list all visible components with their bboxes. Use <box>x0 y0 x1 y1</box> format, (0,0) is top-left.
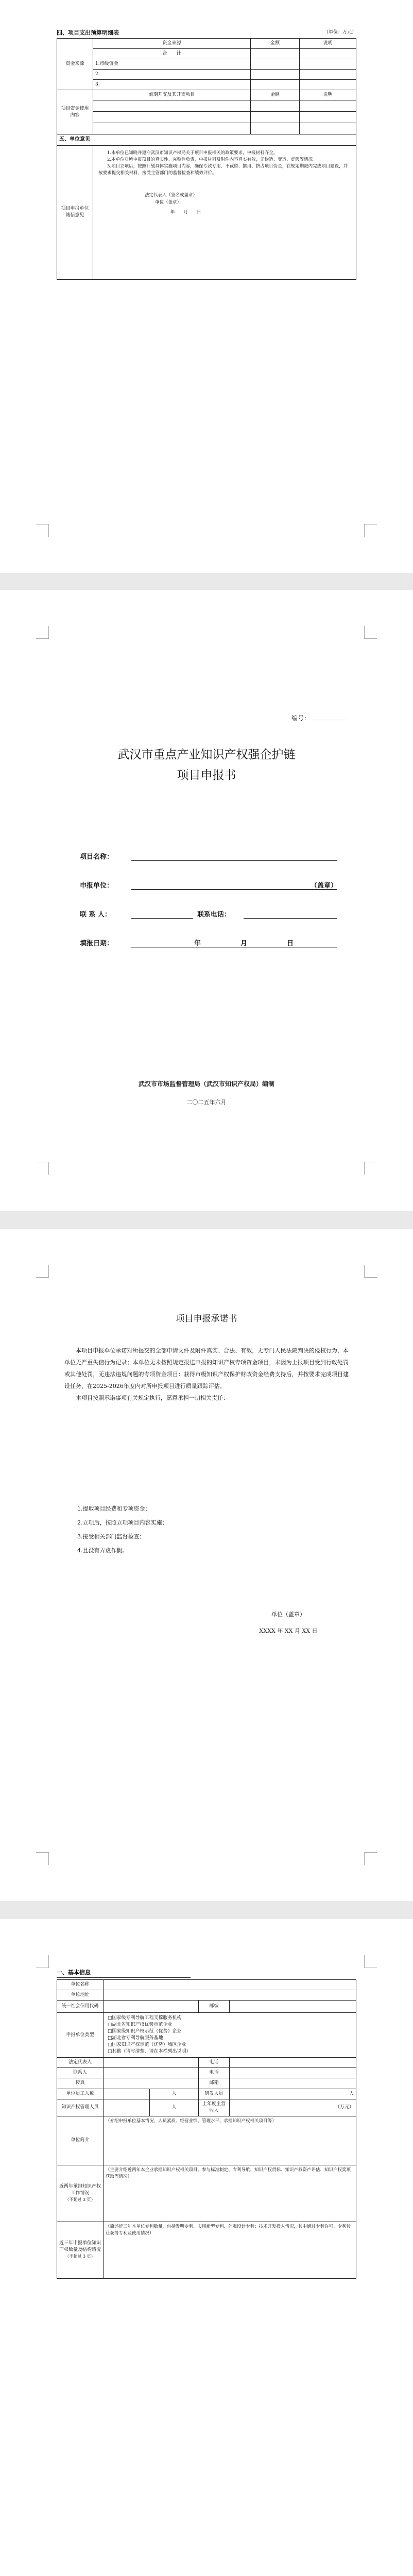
revenue-label: 上年度主营收入 <box>199 2099 230 2116</box>
contact-input[interactable] <box>131 909 193 919</box>
basic-info-content <box>57 1968 356 2279</box>
commitment-item: 1.提取项目经费和专项资金； <box>77 1505 151 1512</box>
budget-header <box>57 28 356 37</box>
email-label: 邮箱 <box>199 2078 230 2089</box>
expense-header-note: 说明 <box>300 90 356 100</box>
expense-amount-cell[interactable] <box>251 100 300 112</box>
type-option[interactable]: □国家级知识产权示范（优势）企业 <box>108 2029 182 2035</box>
limit-note: （不超过 3 页） <box>65 2254 95 2259</box>
opinion-item: 3.项目立项后，按照计划具体实施项目内容，确保专款专用，不截留、挪用、挤占项目资金，在规定期限内完成项目建设，并按要求提交相关材料，接受主管部门的监督检查和绩效评价。 <box>98 164 348 176</box>
limit-note: （不超过 3 页） <box>65 2197 95 2202</box>
phone-input[interactable] <box>244 909 337 919</box>
type-option[interactable]: □国家级专利导航工程支撑服务机构 <box>108 2015 182 2021</box>
page-budget <box>0 0 413 573</box>
intro-hint: （介绍申报单位基本情况，人员素质、经营业绩、管理水平、承担知识产权相关项目等） <box>106 2118 277 2124</box>
row-label: 申报单位类型 <box>57 2013 104 2058</box>
type-option[interactable]: □湖北省专利导航服务基地 <box>108 2036 163 2041</box>
expense-amount-cell[interactable] <box>251 112 300 123</box>
crop-mark <box>36 524 49 537</box>
header-source: 资金来源 <box>93 39 251 49</box>
date-field <box>80 919 337 947</box>
opinion-label: 项目申报单位诚信意见 <box>57 145 93 279</box>
contact-phone-label: 电话 <box>199 2068 230 2078</box>
source-row: 3. <box>93 80 251 90</box>
total-amount-cell[interactable] <box>251 49 300 59</box>
type-option[interactable]: □其他（请写清楚，请在本栏列出说明） <box>108 2049 191 2055</box>
legal-rep-sign: 法定代表人（签名或盖章）： <box>145 193 200 198</box>
total-note-cell[interactable] <box>300 49 356 59</box>
applicant-label: 申报单位： <box>80 882 114 890</box>
crop-mark <box>364 524 377 537</box>
legal-phone-input[interactable] <box>230 2058 356 2068</box>
email-input[interactable] <box>230 2078 356 2089</box>
ip-unit: 人 <box>150 2099 199 2116</box>
row-label: 单位地址 <box>57 1990 104 2001</box>
source-note-cell[interactable] <box>300 80 356 90</box>
crop-mark <box>364 626 377 639</box>
applicant-field <box>80 861 337 890</box>
contact-field <box>80 890 337 919</box>
row-label: 联系人 <box>57 2068 104 2078</box>
intro-cell[interactable] <box>104 2116 356 2165</box>
issue-date: 二〇二五年六月 <box>186 1099 227 1106</box>
source-note-cell[interactable] <box>300 70 356 80</box>
project-name-input[interactable] <box>131 851 337 861</box>
page-cover <box>0 590 413 1211</box>
rd-staff-label: 研发人员 <box>199 2089 230 2099</box>
row-label: 法定代表人 <box>57 2058 104 2068</box>
row-label: 单位名称 <box>57 1980 104 1990</box>
past-work-hint: （主要介绍近两年本企业承担知识产权相关项目、参与标准制定、专利导航、知识产权贯标、知识产权资产评估、知识产权奖项获取等情况） <box>106 2167 351 2179</box>
crop-mark <box>36 1162 49 1175</box>
ip-situation-label-cell <box>57 2222 104 2278</box>
contact-input[interactable] <box>104 2068 199 2078</box>
revenue-unit: （万元） <box>230 2099 356 2116</box>
commitment-item: 2.立项后，按照立项项目内容实施； <box>77 1519 168 1526</box>
rd-unit: 人 <box>230 2089 356 2099</box>
commitment-title: 项目申报承诺书 <box>176 1314 237 1324</box>
commitment-sign-date: XXXX 年 XX 月 XX 日 <box>259 1628 318 1634</box>
expense-header-item: 前期开支及其开支项目 <box>93 90 251 100</box>
page-commitment <box>0 1229 413 1901</box>
ip-situation-cell[interactable] <box>104 2222 356 2278</box>
expense-item-cell[interactable] <box>93 100 251 112</box>
source-row: 1.市级资金 <box>93 59 251 70</box>
cover-fields <box>80 832 337 947</box>
contact-label: 联 系 人： <box>80 911 112 919</box>
date-year: 年 <box>194 940 201 947</box>
postal-label: 邮编 <box>199 2001 230 2013</box>
company-name-input[interactable] <box>104 1980 356 1990</box>
commitment-item: 4.且没有弄虚作假。 <box>77 1547 128 1554</box>
project-name-label: 项目名称： <box>80 853 114 861</box>
source-amount-cell[interactable] <box>251 70 300 80</box>
fax-input[interactable] <box>104 2078 199 2089</box>
crop-mark <box>36 626 49 639</box>
opinion-cell <box>93 145 356 279</box>
commitment-sign-unit: 单位（盖章） <box>271 1611 305 1618</box>
expense-amount-cell[interactable] <box>251 123 300 134</box>
budget-table <box>57 38 356 280</box>
date-day: 日 <box>286 940 294 947</box>
row-label: 近三年申报单位知识产权数量及结构情况 <box>59 2241 101 2253</box>
legal-rep-input[interactable] <box>104 2058 199 2068</box>
crop-mark <box>364 1162 377 1175</box>
row-label: 知识产权管理人员 <box>57 2099 104 2116</box>
staff-unit: 人 <box>150 2089 199 2099</box>
commitment-paragraph: 本项目按照承诺事项有关规定执行，愿意承担一切相关责任： <box>76 1395 229 1402</box>
commitment-item: 3.接受相关部门监督检查； <box>77 1533 145 1540</box>
cover-title <box>0 744 413 786</box>
row-label: 单位简介 <box>57 2116 104 2165</box>
expense-header-amount: 金额 <box>251 90 300 100</box>
basic-info-title: 一、基本信息 <box>57 1968 191 1978</box>
opinion-item: 2.本单位对所申报项目的真实性、完整性负责，申报材料及附件内容真实有效，无伪造、变造、虚假等情况。 <box>107 157 317 162</box>
type-option[interactable]: □国家知识产权示范（优势）城区企业 <box>108 2042 186 2048</box>
applicant-type-options <box>104 2013 356 2058</box>
postal-input[interactable] <box>230 2001 356 2013</box>
legal-phone-label: 电话 <box>199 2058 230 2068</box>
phone-label: 联系电话： <box>197 911 231 919</box>
commitment-body <box>64 1345 349 1404</box>
expense-note-cell[interactable] <box>300 100 356 112</box>
funding-source-label: 资金来源 <box>57 39 93 90</box>
credit-code-input[interactable] <box>104 2001 199 2013</box>
row-label: 传真 <box>57 2078 104 2089</box>
basic-info-table <box>57 1979 356 2279</box>
budget-unit: （单位：万元） <box>323 30 356 35</box>
date-label: 填报日期： <box>80 940 114 947</box>
document-number <box>291 714 346 722</box>
project-name-field <box>80 832 337 861</box>
unit-seal: 单位（盖章）： <box>155 199 184 205</box>
opinion-item: 1.本单位已知晓并遵守武汉市知识产权局关于项目申报相关的政策要求，申报材料齐全。 <box>107 150 278 156</box>
cover-title-line: 项目申报书 <box>177 769 236 783</box>
expense-note-cell[interactable] <box>300 112 356 123</box>
crop-mark <box>364 1955 377 1968</box>
crop-mark <box>36 1265 49 1278</box>
opinion-date: 年 月 日 <box>170 209 201 215</box>
crop-mark <box>364 1265 377 1278</box>
ip-staff-input[interactable] <box>104 2099 150 2116</box>
type-option[interactable]: □湖北省知识产权优势示范企业 <box>108 2022 173 2028</box>
page-basic-info <box>0 1919 413 2576</box>
budget-section-title: 四、项目支出预算明细表 <box>57 29 119 36</box>
expense-item-cell[interactable] <box>93 112 251 123</box>
date-month: 月 <box>240 940 247 947</box>
source-note-cell[interactable] <box>300 59 356 70</box>
commitment-paragraph: 本项目申报单位承诺对所提交的全部申请文件及附件真实、合法、有效，无专门人民法院判决的侵权行为，本单位无严重失信行为记录；本单位无未按照规定报送申报的知识产权专项资金项目，未因为上报项目受到行政处罚或其他处罚，无违法违规问题的专项资金项目：获得市级知识产权保护财政资金经费支持后，并按要求完成项目建设任务，在2025-2026年度内对所申报项目进行质量跟踪评估。 <box>64 1347 349 1390</box>
cover-title-line: 武汉市重点产业知识产权强企护链 <box>117 748 296 761</box>
header-note: 说明 <box>300 39 356 49</box>
applicant-seal-note: （盖章） <box>310 882 337 890</box>
source-amount-cell[interactable] <box>251 59 300 70</box>
expense-label: 项目资金使用内容 <box>57 90 93 134</box>
ip-situation-hint: （简述近三年本单位专利数量，包括发明专利、实用新型专利、外观设计专利；技术开发投入情况，其中通过专利许可、专利转让获得专利及使用情况） <box>106 2224 351 2236</box>
opinion-section-title: 五、单位意见 <box>57 134 356 146</box>
crop-mark <box>36 1852 49 1865</box>
crop-mark <box>36 1955 49 1968</box>
applicant-input[interactable] <box>131 880 337 890</box>
header-amount: 金额 <box>251 39 300 49</box>
company-address-input[interactable] <box>104 1990 356 2001</box>
staff-count-input[interactable] <box>104 2089 150 2099</box>
row-label: 统一社会信用代码 <box>57 2001 104 2013</box>
total-label: 合 计 <box>93 49 251 59</box>
past-work-label-cell <box>57 2165 104 2222</box>
source-row: 2. <box>93 70 251 80</box>
crop-mark <box>364 1852 377 1865</box>
expense-note-cell[interactable] <box>300 123 356 134</box>
date-input[interactable] <box>131 938 337 947</box>
row-label: 近两年承担知识产权工作情况 <box>59 2184 101 2196</box>
row-label: 单位员工人数 <box>57 2089 104 2099</box>
budget-content <box>57 28 356 280</box>
expense-item-cell[interactable] <box>93 123 251 134</box>
number-label: 编号： <box>291 715 310 722</box>
issuer: 武汉市市场监督管理局（武汉市知识产权局）编制 <box>138 1080 274 1088</box>
contact-phone-input[interactable] <box>230 2068 356 2078</box>
source-amount-cell[interactable] <box>251 80 300 90</box>
past-work-cell[interactable] <box>104 2165 356 2222</box>
